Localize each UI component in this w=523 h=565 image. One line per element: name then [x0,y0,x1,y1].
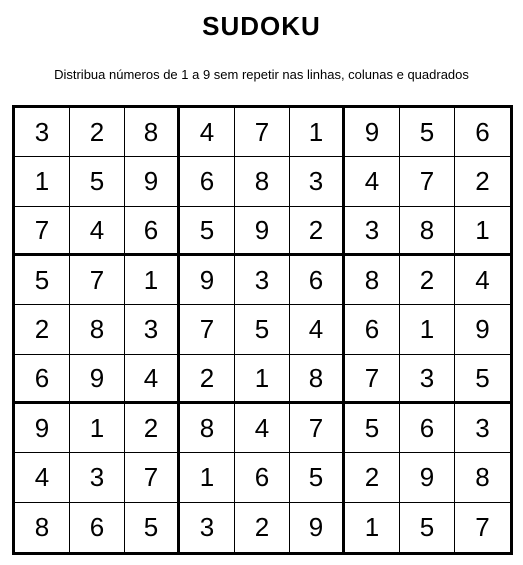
sudoku-cell-r7-c7[interactable]: 5 [345,404,400,453]
sudoku-cell-r9-c9[interactable]: 7 [475,512,490,543]
sudoku-cell-r5-c3[interactable]: 3 [125,305,180,354]
sudoku-cell-r8-c7[interactable]: 2 [345,453,400,502]
sudoku-cell-r4-c3[interactable]: 1 [125,256,180,305]
sudoku-cell-r7-c3[interactable]: 2 [125,404,180,453]
sudoku-cell-r5-c5[interactable]: 5 [235,305,290,354]
sudoku-cell-r2-c5[interactable]: 8 [235,157,290,206]
sudoku-cell-r2-c9[interactable]: 2 [455,157,510,206]
sudoku-cell-r6-c2[interactable]: 9 [70,355,125,404]
sudoku-cell-r5-c9[interactable]: 9 [455,305,510,354]
sudoku-cell-r1-c4[interactable]: 4 [180,108,235,157]
sudoku-cell-r6-c7[interactable]: 7 [345,355,400,404]
sudoku-cell-r2-c7[interactable]: 4 [345,157,400,206]
sudoku-cell-r5-c2[interactable]: 8 [70,305,125,354]
sudoku-cell-r7-c4[interactable]: 8 [180,404,235,453]
sudoku-cell-r4-c8[interactable]: 2 [400,256,455,305]
sudoku-cell-r6-c4[interactable]: 2 [180,355,235,404]
sudoku-cell-r5-c7[interactable]: 6 [345,305,400,354]
sudoku-cell-r4-c7[interactable]: 8 [345,256,400,305]
sudoku-cell-r3-c5[interactable]: 9 [235,207,290,256]
sudoku-cell-r9-c8[interactable]: 5 [400,503,455,552]
sudoku-cell-r3-c9[interactable]: 1 [455,207,510,256]
sudoku-cell-r8-c4[interactable]: 1 [180,453,235,502]
sudoku-cell-r5-c8[interactable]: 1 [400,305,455,354]
sudoku-cell-r7-c6[interactable]: 7 [290,404,345,453]
sudoku-cell-r4-c5[interactable]: 3 [235,256,290,305]
sudoku-cell-r7-c2[interactable]: 1 [70,404,125,453]
instructions: Distribua números de 1 a 9 sem repetir nas linhas, colunas e quadrados [54,67,469,82]
sudoku-cell-r2-c2[interactable]: 5 [70,157,125,206]
sudoku-board [12,105,513,555]
sudoku-cell-r4-c2[interactable]: 7 [70,256,125,305]
sudoku-cell-r3-c8[interactable]: 8 [400,207,455,256]
sudoku-cell-r1-c8[interactable]: 5 [400,108,455,157]
sudoku-cell-r3-c4[interactable]: 5 [180,207,235,256]
sudoku-cell-r7-c1[interactable]: 9 [15,404,70,453]
sudoku-cell-r1-c6[interactable]: 1 [290,108,345,157]
sudoku-cell-r1-c5[interactable]: 7 [235,108,290,157]
sudoku-cell-r8-c3[interactable]: 7 [125,453,180,502]
sudoku-cell-r2-c4[interactable]: 6 [180,157,235,206]
sudoku-cell-r9-c5[interactable]: 2 [235,503,290,552]
sudoku-cell-r4-c9[interactable]: 4 [455,256,510,305]
sudoku-cell-r8-c9[interactable]: 8 [455,453,510,502]
sudoku-cell-r3-c3[interactable]: 6 [125,207,180,256]
sudoku-cell-r6-c8[interactable]: 3 [400,355,455,404]
sudoku-cell-r1-c2[interactable]: 2 [70,108,125,157]
sudoku-cell-r2-c8[interactable]: 7 [400,157,455,206]
sudoku-cell-r6-c5[interactable]: 1 [235,355,290,404]
sudoku-cell-r5-c4[interactable]: 7 [180,305,235,354]
sudoku-cell-r9-c1[interactable]: 8 [15,503,70,552]
sudoku-cell-r6-c3[interactable]: 4 [125,355,180,404]
sudoku-cell-r6-c1[interactable]: 6 [15,355,70,404]
sudoku-cell-r4-c4[interactable]: 9 [180,256,235,305]
sudoku-cell-r9-c4[interactable]: 3 [180,503,235,552]
sudoku-cell-r6-c6[interactable]: 8 [290,355,345,404]
sudoku-cell-r1-c1[interactable]: 3 [15,108,70,157]
sudoku-cell-r3-c6[interactable]: 2 [290,207,345,256]
sudoku-cell-r2-c1[interactable]: 1 [15,157,70,206]
sudoku-cell-r7-c9[interactable]: 3 [455,404,510,453]
sudoku-cell-r1-c9[interactable]: 6 [455,108,510,157]
sudoku-cell-r3-c1[interactable]: 7 [15,207,70,256]
sudoku-cell-r4-c6[interactable]: 6 [290,256,345,305]
sudoku-cell-r9-c2[interactable]: 6 [70,503,125,552]
sudoku-cell-r5-c6[interactable]: 4 [290,305,345,354]
sudoku-cell-r2-c3[interactable]: 9 [125,157,180,206]
sudoku-cell-r9-c7[interactable]: 1 [345,503,400,552]
sudoku-cell-r6-c9[interactable]: 5 [455,355,510,404]
sudoku-cell-r3-c2[interactable]: 4 [70,207,125,256]
sudoku-cell-r8-c6[interactable]: 5 [290,453,345,502]
sudoku-cell-r3-c7[interactable]: 3 [345,207,400,256]
sudoku-cell-r8-c8[interactable]: 9 [400,453,455,502]
sudoku-cell-r9-c3[interactable]: 5 [125,503,180,552]
sudoku-cell-r1-c3[interactable]: 8 [125,108,180,157]
sudoku-cell-r9-c6[interactable]: 9 [290,503,345,552]
sudoku-cell-r8-c2[interactable]: 3 [70,453,125,502]
page-title: SUDOKU [202,11,321,41]
sudoku-cell-r1-c7[interactable]: 9 [345,108,400,157]
sudoku-cell-r7-c5[interactable]: 4 [235,404,290,453]
sudoku-cell-r8-c1[interactable]: 4 [15,453,70,502]
sudoku-cell-r7-c8[interactable]: 6 [400,404,455,453]
sudoku-cell-r8-c5[interactable]: 6 [235,453,290,502]
sudoku-cell-r5-c1[interactable]: 2 [15,305,70,354]
sudoku-cell-r4-c1[interactable]: 5 [15,256,70,305]
sudoku-cell-r2-c6[interactable]: 3 [290,157,345,206]
